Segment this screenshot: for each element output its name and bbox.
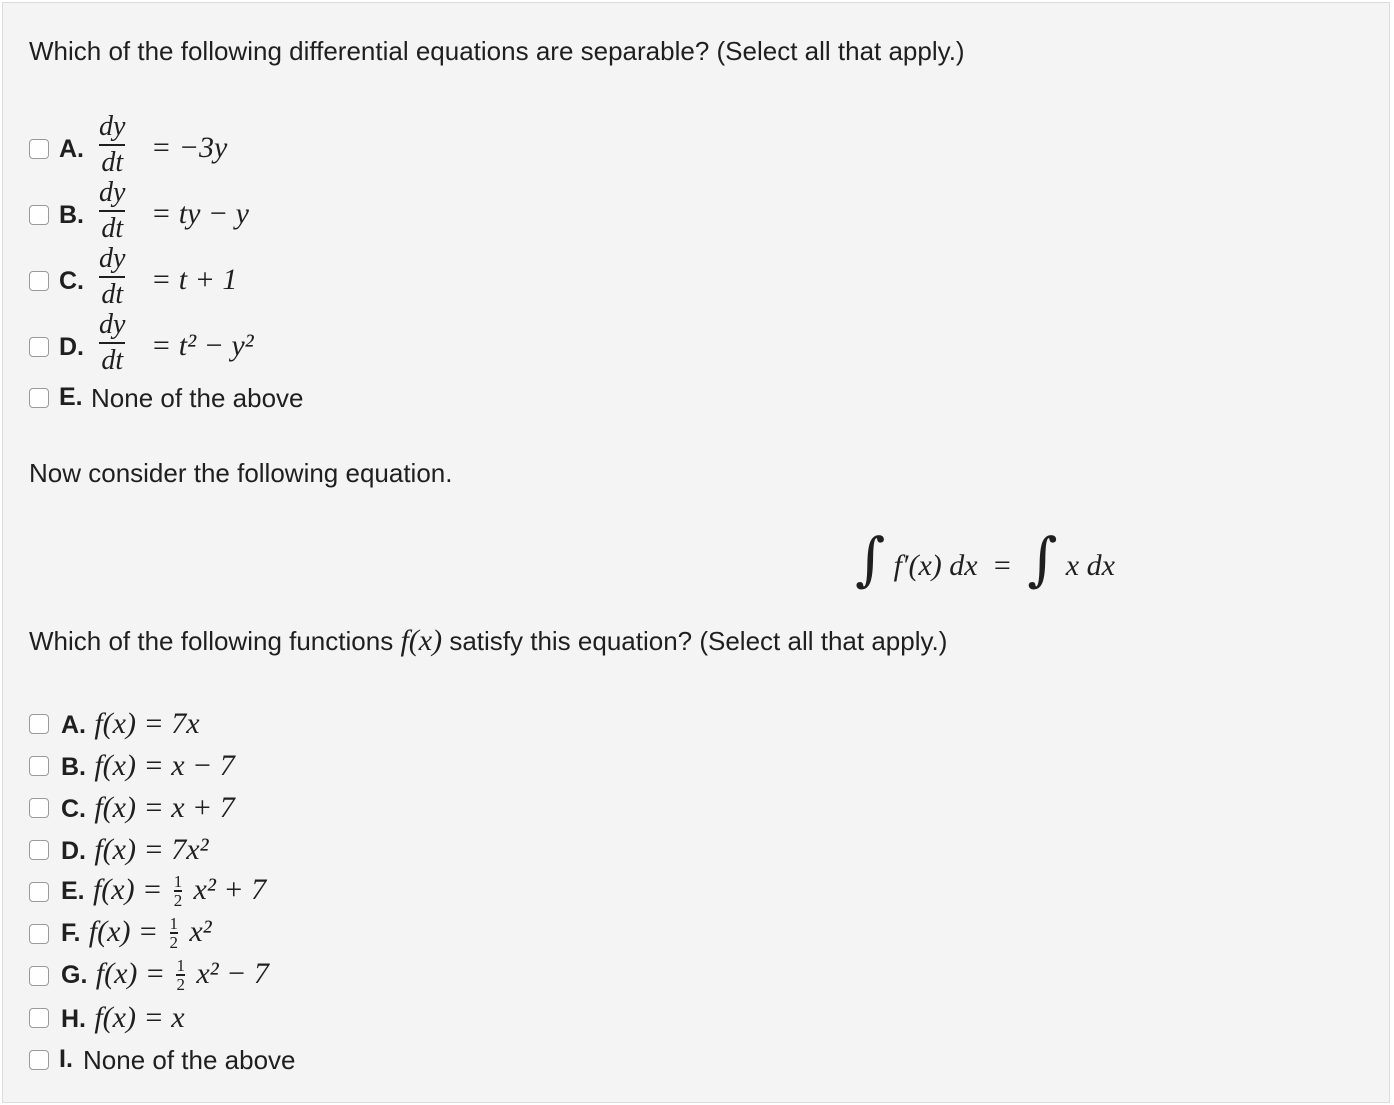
q1-rhs-d: = t² − y²	[151, 329, 254, 362]
q1-checkbox-c[interactable]	[29, 271, 49, 291]
integral-equation	[855, 521, 1115, 593]
q2-text-i: None of the above	[83, 1045, 296, 1075]
q1-checkbox-a[interactable]	[29, 139, 49, 159]
q1-checkbox-b[interactable]	[29, 205, 49, 225]
q2-expr-f-pre: f(x) =	[88, 915, 159, 948]
q2-checkbox-a[interactable]	[29, 714, 49, 734]
fraction-numerator: 1	[169, 914, 179, 934]
fraction-denominator: dt	[101, 212, 124, 244]
fraction-denominator: dt	[101, 344, 124, 376]
fraction-denominator: 2	[173, 890, 183, 910]
q2-fraction-g	[176, 956, 185, 994]
question-1-prompt: Which of the following differential equations are separable? (Select all that apply.)	[29, 36, 965, 66]
q2-fraction-f	[169, 914, 179, 952]
q2-checkbox-f[interactable]	[29, 924, 49, 944]
fraction-numerator: 1	[173, 872, 183, 892]
fraction-denominator: 2	[169, 932, 179, 952]
q1-fraction-b	[99, 179, 125, 243]
q2-prompt-math: f(x)	[400, 624, 443, 657]
q1-label-a: A.	[59, 135, 84, 163]
intro-text: Now consider the following equation.	[29, 458, 453, 488]
q2-expr-c: f(x) = x + 7	[94, 791, 235, 824]
integral-rhs: x dx	[1065, 549, 1115, 582]
q2-label-c: C.	[61, 795, 86, 823]
q2-label-h: H.	[61, 1005, 86, 1033]
q1-label-e: E.	[59, 383, 83, 411]
integral-symbol-left: ∫	[855, 525, 886, 593]
q1-label-d: D.	[59, 333, 84, 361]
fraction-denominator: dt	[101, 278, 124, 310]
q2-fraction-e	[173, 872, 183, 910]
q2-checkbox-h[interactable]	[29, 1008, 49, 1028]
q2-expr-g-post: x² − 7	[196, 957, 269, 990]
q2-expr-d: f(x) = 7x²	[94, 833, 209, 866]
q2-expr-b: f(x) = x − 7	[94, 749, 235, 782]
fraction-denominator: dt	[101, 146, 124, 178]
q2-label-a: A.	[61, 711, 86, 739]
integral-equals: =	[993, 549, 1011, 582]
fraction-numerator: dy	[99, 309, 126, 340]
q2-checkbox-b[interactable]	[29, 756, 49, 776]
question-2-prompt	[29, 624, 947, 658]
q2-expr-e-post: x² + 7	[193, 873, 267, 906]
q2-label-g: G.	[61, 961, 88, 989]
q1-fraction-a	[99, 113, 125, 177]
q2-expr-f-post: x²	[189, 915, 212, 948]
q1-fraction-d	[99, 311, 125, 375]
q1-rhs-c: = t + 1	[151, 263, 238, 296]
q2-expr-e-pre: f(x) =	[92, 873, 163, 906]
q2-label-b: B.	[61, 753, 86, 781]
q2-label-f: F.	[61, 919, 81, 947]
q2-label-d: D.	[61, 837, 86, 865]
q2-label-i: I.	[59, 1045, 73, 1073]
fraction-numerator: dy	[99, 177, 126, 208]
fraction-denominator: 2	[176, 974, 185, 994]
fraction-numerator: dy	[99, 243, 126, 274]
question-card	[2, 2, 1390, 1103]
q2-expr-g-pre: f(x) =	[95, 957, 166, 990]
q2-checkbox-i[interactable]	[29, 1050, 49, 1070]
q1-text-e: None of the above	[91, 383, 304, 413]
q1-label-b: B.	[59, 201, 84, 229]
q2-expr-h: f(x) = x	[94, 1001, 185, 1034]
q2-label-e: E.	[61, 877, 85, 905]
q2-checkbox-g[interactable]	[29, 966, 49, 986]
integral-lhs: f′(x) dx	[893, 549, 978, 582]
integral-symbol-right: ∫	[1027, 525, 1058, 593]
q1-rhs-a: = −3y	[151, 131, 228, 164]
fraction-numerator: dy	[99, 111, 126, 142]
q2-prompt-before: Which of the following functions	[29, 626, 394, 656]
q2-checkbox-c[interactable]	[29, 798, 49, 818]
q1-checkbox-e[interactable]	[29, 388, 49, 408]
q1-label-c: C.	[59, 267, 84, 295]
q1-fraction-c	[99, 245, 125, 309]
q1-checkbox-d[interactable]	[29, 337, 49, 357]
q1-rhs-b: = ty − y	[151, 197, 249, 230]
q2-checkbox-d[interactable]	[29, 840, 49, 860]
q2-prompt-after: satisfy this equation? (Select all that apply.)	[449, 626, 948, 656]
fraction-numerator: 1	[176, 956, 185, 976]
q2-expr-a: f(x) = 7x	[94, 707, 200, 740]
q2-checkbox-e[interactable]	[29, 882, 49, 902]
